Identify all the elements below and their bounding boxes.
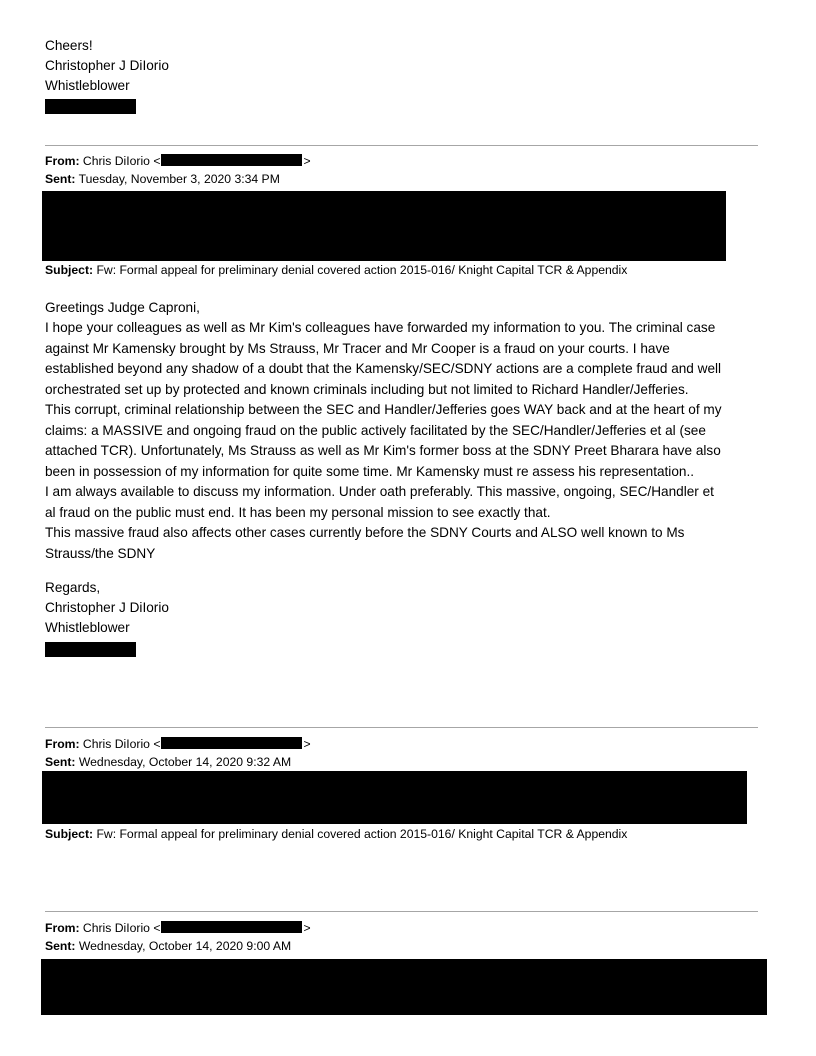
from-label: From: xyxy=(45,154,80,168)
redaction-block xyxy=(45,642,136,657)
body-line: This massive fraud also affects other cases currently before the SDNY Courts and ALSO well known to Ms xyxy=(45,525,685,540)
email1-subject xyxy=(45,262,627,279)
redaction-block xyxy=(42,771,747,824)
subject-label: Subject: xyxy=(45,263,94,277)
redaction-block xyxy=(42,191,726,261)
body-line: orchestrated set up by protected and known criminals including but not limited to Richard Handler/Jefferies. xyxy=(45,381,689,397)
sent-label: Sent: xyxy=(45,172,76,186)
divider xyxy=(45,145,758,146)
divider xyxy=(45,911,758,912)
subject-value: Fw: Formal appeal for preliminary denial covered action 2015-016/ Knight Capital TCR & Appendix xyxy=(96,263,628,277)
message-body xyxy=(45,318,785,564)
body-line: al fraud on the public must end. It has been my personal mission to see exactly that. xyxy=(45,504,551,520)
sent-value: Wednesday, October 14, 2020 9:32 AM xyxy=(78,755,292,769)
email3-from xyxy=(45,920,311,937)
email2-from xyxy=(45,736,311,753)
body-line: attached TCR). Unfortunately, Ms Strauss as well as Mr Kim's former boss at the SDNY Preet Bharara have also xyxy=(45,443,721,458)
email3-sent xyxy=(45,938,291,955)
redaction-block xyxy=(41,959,767,1015)
message-title: Whistleblower xyxy=(45,620,130,635)
body-line: claims: a MASSIVE and ongoing fraud on the public actively facilitated by the SEC/Handler/Jefferies et al (see xyxy=(45,422,706,438)
from-name: Chris DiIorio < xyxy=(82,921,161,935)
redaction-block xyxy=(161,737,302,749)
email1-from xyxy=(45,153,311,170)
message-name: Christopher J DiIorio xyxy=(45,600,169,615)
subject-label: Subject: xyxy=(45,827,94,841)
body-line: I hope your colleagues as well as Mr Kim's colleagues have forwarded my information to you. The criminal case xyxy=(45,320,716,335)
subject-value: Fw: Formal appeal for preliminary denial covered action 2015-016/ Knight Capital TCR & Appendix xyxy=(96,827,628,841)
from-label: From: xyxy=(45,737,80,751)
body-line: been in possession of my information for quite some time. Mr Kamensky must re assess his representation.. xyxy=(45,463,695,479)
body-line: against Mr Kamensky brought by Ms Strauss, Mr Tracer and Mr Cooper is a fraud on your courts. I have xyxy=(45,340,670,356)
redaction-block xyxy=(45,99,136,114)
sent-value: Tuesday, November 3, 2020 3:34 PM xyxy=(78,172,280,186)
body-line: Strauss/the SDNY xyxy=(45,545,156,561)
redaction-block xyxy=(161,921,302,933)
email2-subject xyxy=(45,826,627,843)
signoff-closing: Cheers! xyxy=(45,38,93,53)
redaction-block xyxy=(161,154,302,166)
from-close: > xyxy=(303,737,311,751)
from-label: From: xyxy=(45,921,80,935)
body-line: I am always available to discuss my information. Under oath preferably. This massive, ongoing, SEC/Handler et xyxy=(45,484,714,499)
message-closing: Regards, xyxy=(45,580,101,595)
body-line: This corrupt, criminal relationship between the SEC and Handler/Jefferies goes WAY back and at the heart of my xyxy=(45,402,722,417)
email2-sent xyxy=(45,754,291,771)
greeting: Greetings Judge Caproni, xyxy=(45,300,200,315)
sent-label: Sent: xyxy=(45,755,76,769)
body-line: established beyond any shadow of a doubt that the Kamensky/SEC/SDNY actions are a complete fraud and well xyxy=(45,361,722,376)
signoff-title: Whistleblower xyxy=(45,78,130,93)
signoff-name: Christopher J DiIorio xyxy=(45,58,169,73)
email1-sent xyxy=(45,171,280,188)
from-close: > xyxy=(303,154,311,168)
from-close: > xyxy=(303,921,311,935)
from-name: Chris DiIorio < xyxy=(82,737,161,751)
sent-value: Wednesday, October 14, 2020 9:00 AM xyxy=(78,939,292,953)
sent-label: Sent: xyxy=(45,939,76,953)
divider xyxy=(45,727,758,728)
from-name: Chris DiIorio < xyxy=(82,154,161,168)
